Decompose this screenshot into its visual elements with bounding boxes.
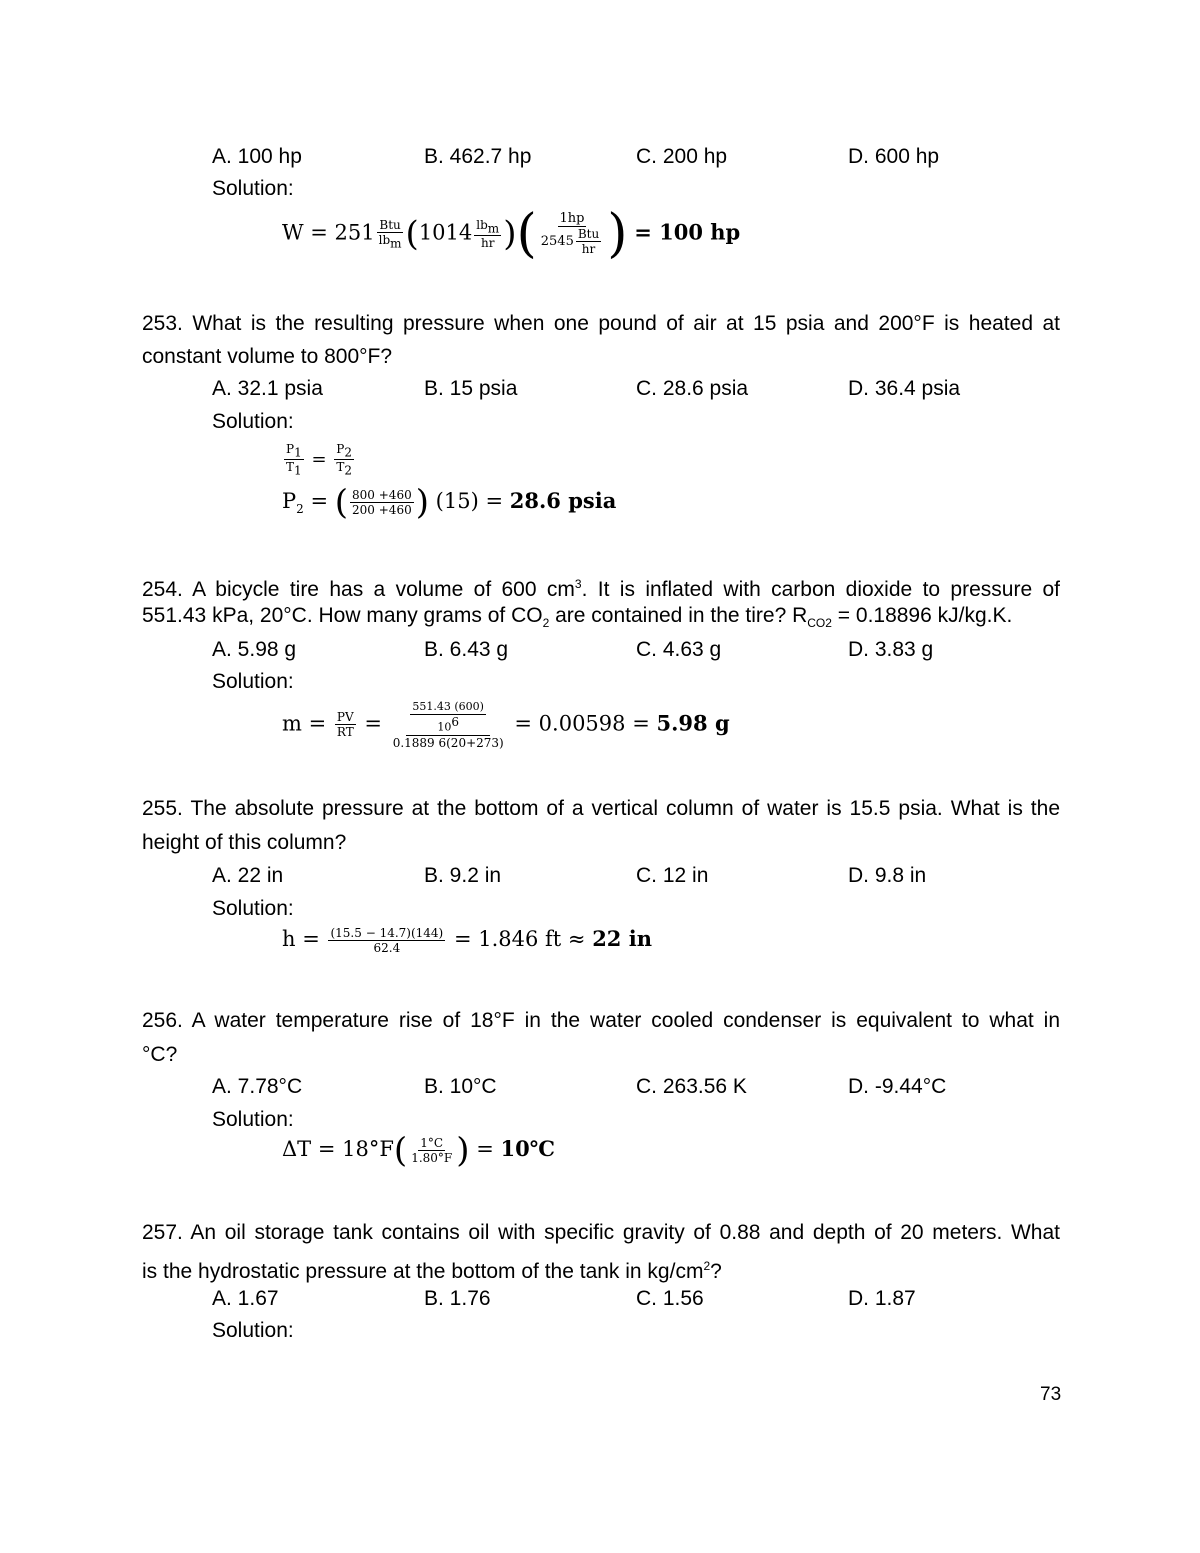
- solution-label: Solution:: [212, 670, 294, 693]
- choice-b: B. 15 psia: [424, 377, 518, 400]
- choice-d: D. 36.4 psia: [848, 377, 961, 400]
- choice-b: B. 462.7 hp: [424, 145, 532, 168]
- choice-a: A. 5.98 g: [212, 638, 297, 661]
- choice-c: C. 200 hp: [636, 145, 728, 168]
- choice-b: B. 1.76: [424, 1287, 491, 1310]
- q257-line1: 257. An oil storage tank contains oil with specific gravity of 0.88 and depth of 20 meters. What: [142, 1221, 1060, 1244]
- q256-line1: 256. A water temperature rise of 18°F in the water cooled condenser is equivalent to what in: [142, 1009, 1060, 1032]
- q253-equation-result: $P_2$ = ( $\frac{800 +460}{200 +460}$ ) (15) = 28.6 psia: [282, 482, 617, 523]
- choice-a: A. 32.1 psia: [212, 377, 323, 400]
- q255-equation: h = $\frac{(15.5 - 14.7)(144)}{62.4}$ = 1.846 ft ≈ 22 in: [282, 926, 652, 955]
- solution-label: Solution:: [212, 1108, 294, 1131]
- q254-line2: 551.43 kPa, 20°C. How many grams of $CO_2$ are contained in the tire? $R_{CO2} = 0.18896$ kJ/kg.K.: [142, 604, 1013, 631]
- q255-line2: height of this column?: [142, 831, 347, 854]
- page-number: 73: [1040, 1384, 1062, 1405]
- choice-b: B. 9.2 in: [424, 864, 502, 887]
- q254-equation: m = $\frac{PV}{RT}$ = $\frac{\frac{551.43 (600)}{10^6}}{0.1889 6(20+273)}$ = 0.00598 = 5.98 g: [282, 700, 730, 750]
- choice-a: A. 7.78°C: [212, 1075, 303, 1098]
- solution-label: Solution:: [212, 177, 294, 200]
- choice-c: C. 1.56: [636, 1287, 704, 1310]
- choice-a: A. 100 hp: [212, 145, 302, 168]
- choice-d: D. 600 hp: [848, 145, 940, 168]
- solution-label: Solution:: [212, 1319, 294, 1342]
- choice-b: B. 10°C: [424, 1075, 497, 1098]
- q254-line1: 254. A bicycle tire has a volume of 600 $cm^3$. It is inflated with carbon dioxide to pressure of: [142, 577, 1061, 601]
- choice-a: A. 1.67: [212, 1287, 279, 1310]
- choice-d: D. 9.8 in: [848, 864, 927, 887]
- choice-c: C. 4.63 g: [636, 638, 722, 661]
- choice-b: B. 6.43 g: [424, 638, 509, 661]
- q252-equation: W = 251 $\frac{\text{Btu}}{lb_m}$ (1014 $\frac{lb_m}{hr}$ )( 1hp 2545 $\frac{\text{Btu}}{hr}$ ) = 100 hp: [282, 204, 741, 264]
- solution-label: Solution:: [212, 897, 294, 920]
- solution-label: Solution:: [212, 410, 294, 433]
- choice-c: C. 28.6 psia: [636, 377, 749, 400]
- choice-d: D. 1.87: [848, 1287, 916, 1310]
- choice-c: C. 12 in: [636, 864, 709, 887]
- q253-equation-ratio: $\frac{P_1}{T_1}$ = $\frac{P_2}{T_2}$: [286, 442, 352, 478]
- q255-line1: 255. The absolute pressure at the bottom of a vertical column of water is 15.5 psia. What is the: [142, 797, 1060, 820]
- choice-a: A. 22 in: [212, 864, 284, 887]
- choice-d: D. 3.83 g: [848, 638, 934, 661]
- choice-c: C. 263.56 K: [636, 1075, 747, 1098]
- q253-line2: constant volume to 800°F?: [142, 345, 393, 368]
- q256-line2: °C?: [142, 1043, 178, 1066]
- choice-d: D. -9.44°C: [848, 1075, 947, 1098]
- q256-equation: ΔT = 18°F( $\frac{1^\circ C}{1.80^\circ F}$ ) = 10℃: [282, 1130, 555, 1171]
- q257-line2: is the hydrostatic pressure at the bottom of the tank in $kg/cm^2$?: [142, 1259, 722, 1283]
- q253-line1: 253. What is the resulting pressure when one pound of air at 15 psia and 200°F is heated at: [142, 312, 1060, 335]
